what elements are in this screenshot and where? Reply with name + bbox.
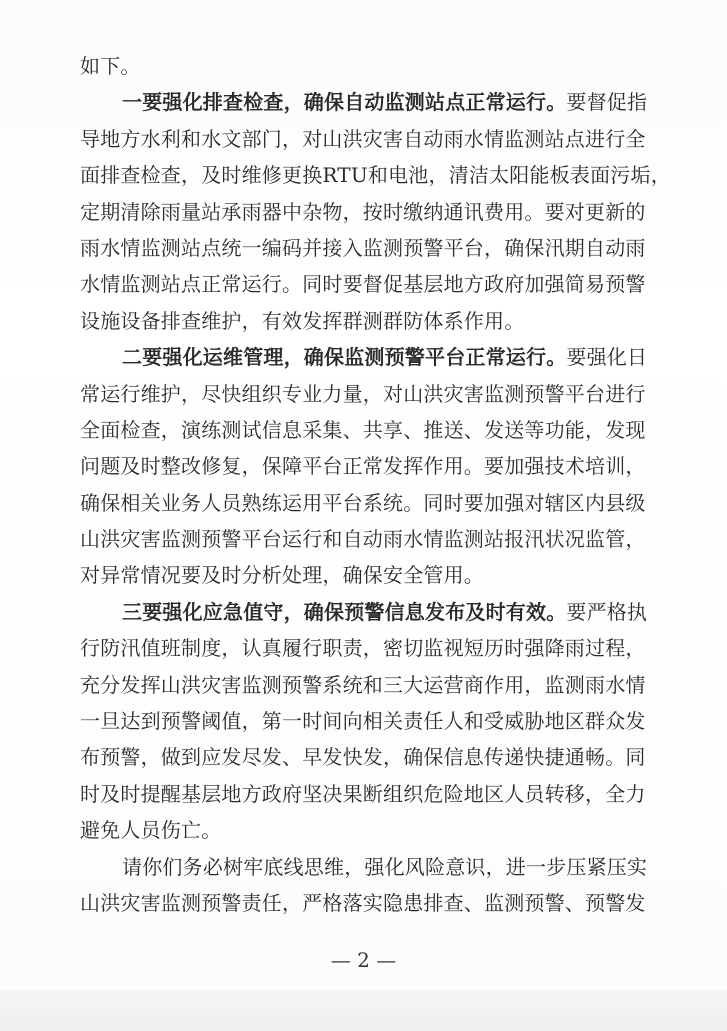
section-heading-1 xyxy=(80,84,680,120)
text-line: 常运行维护，尽快组织专业力量，对山洪灾害监测预警平台进行 xyxy=(80,381,646,406)
heading-rest: 要督促指 xyxy=(566,90,648,115)
text-line: 导地方水利和水文部门，对山洪灾害自动雨水情监测站点进行全 xyxy=(80,126,646,151)
heading-rest: 要强化日 xyxy=(566,345,648,370)
text-line: 一旦达到预警阈值，第一时间向相关责任人和受威胁地区群众发 xyxy=(80,709,646,734)
text-line: 充分发挥山洪灾害监测预警系统和三大运营商作用，监测雨水情 xyxy=(80,672,646,697)
heading-bold: 二要强化运维管理，确保监测预警平台正常运行。 xyxy=(122,345,567,370)
section-heading-2 xyxy=(80,339,680,375)
heading-rest: 要严格执 xyxy=(566,599,648,624)
text-line: 定期清除雨量站承雨器中杂物，按时缴纳通讯费用。要对更新的 xyxy=(80,199,646,224)
text-line: 水情监测站点正常运行。同时要督促基层地方政府加强简易预警 xyxy=(80,272,646,297)
page-number: — 2 — xyxy=(330,948,397,972)
text-line: 如下。 xyxy=(80,54,141,78)
heading-bold: 一要强化排查检查，确保自动监测站点正常运行。 xyxy=(122,90,567,115)
text-line: 山洪灾害监测预警平台运行和自动雨水情监测站报汛状况监管， xyxy=(80,527,646,552)
text-line: 布预警，做到应发尽发、早发快发，确保信息传递快捷通畅。同 xyxy=(80,745,646,770)
text-line: 时及时提醒基层地方政府坚决果断组织危险地区人员转移，全力 xyxy=(80,781,646,806)
section-heading-3 xyxy=(80,594,680,630)
scan-bottom-margin xyxy=(0,990,727,1031)
text-line: 行防汛值班制度，认真履行职责，密切监视短历时强降雨过程， xyxy=(80,636,646,661)
text-line: 山洪灾害监测预警责任，严格落实隐患排查、监测预警、预警发 xyxy=(80,890,646,915)
body-text xyxy=(80,48,680,921)
text-line: 对异常情况要及时分析处理，确保安全管用。 xyxy=(80,563,484,588)
text-line: 全面检查，演练测试信息采集、共享、推送、发送等功能，发现 xyxy=(80,417,646,442)
text-line: 面排查检查，及时维修更换RTU和电池，清洁太阳能板表面污垢， xyxy=(80,163,671,188)
text-line: 设施设备排查维护，有效发挥群测群防体系作用。 xyxy=(80,308,525,333)
text-line: 避免人员伤亡。 xyxy=(80,818,222,843)
text-line: 问题及时整改修复，保障平台正常发挥作用。要加强技术培训， xyxy=(80,454,646,479)
text-line: 雨水情监测站点统一编码并接入监测预警平台，确保汛期自动雨 xyxy=(80,235,646,260)
heading-bold: 三要强化应急值守，确保预警信息发布及时有效。 xyxy=(122,599,567,624)
text-line: 请你们务必树牢底线思维，强化风险意识，进一步压紧压实 xyxy=(122,854,648,879)
text-line: 确保相关业务人员熟练运用平台系统。同时要加强对辖区内县级 xyxy=(80,490,646,515)
